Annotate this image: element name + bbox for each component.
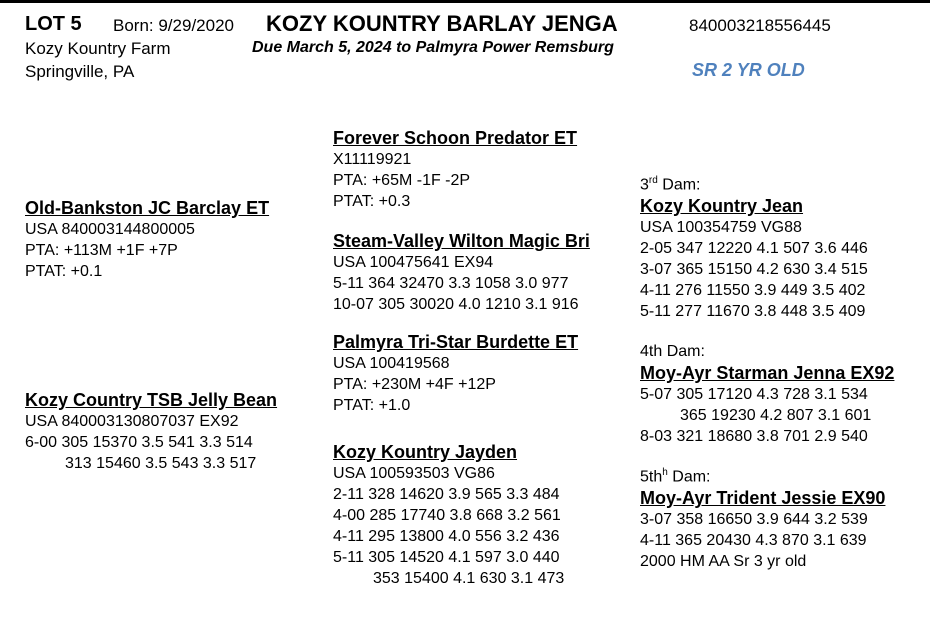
sire-sire-name: Forever Schoon Predator ET xyxy=(333,128,578,148)
fourth-dam-heading: 4th Dam: xyxy=(640,343,705,360)
dam-sire-id: USA 100419568 xyxy=(333,355,450,372)
third-dam-name: Kozy Kountry Jean xyxy=(640,196,804,217)
dam-dam-record: 2-11 328 14620 3.9 565 3.3 484 xyxy=(333,486,560,503)
dam-dam-block xyxy=(333,441,564,589)
fifth-dam-record: 4-11 365 20430 4.3 870 3.1 639 xyxy=(640,532,867,550)
registration-id: 840003218556445 xyxy=(689,16,831,35)
due-date: Due March 5, 2024 to Palmyra Power Remsburg xyxy=(252,39,614,56)
third-dam-record: 4-11 276 11550 3.9 449 3.5 402 xyxy=(640,282,866,300)
dam-dam-record: 5-11 305 14520 4.1 597 3.0 440 xyxy=(333,549,560,566)
class-label: SR 2 YR OLD xyxy=(692,60,805,80)
sire-ptat: PTAT: +0.1 xyxy=(25,263,103,280)
dam-record: 313 15460 3.5 543 3.3 517 xyxy=(65,455,257,472)
farm-location: Springville, PA xyxy=(25,62,135,81)
farm-name: Kozy Kountry Farm xyxy=(25,39,171,58)
dam-dam-record: 4-00 285 17740 3.8 668 3.2 561 xyxy=(333,507,561,524)
third-dam-record: 2-05 347 12220 4.1 507 3.6 446 xyxy=(640,240,868,258)
fifth-dam-record: 3-07 358 16650 3.9 644 3.2 539 xyxy=(640,511,868,529)
dam-id: USA 840003130807037 EX92 xyxy=(25,413,239,430)
fourth-dam-record: 8-03 321 18680 3.8 701 2.9 540 xyxy=(640,428,868,445)
fifth-dam-heading: $5th^h$ Dam: xyxy=(640,467,711,486)
third-dam-record: 3-07 365 15150 4.2 630 3.4 515 xyxy=(640,261,868,279)
fourth-dam-record: 5-07 305 17120 4.3 728 3.1 534 xyxy=(640,386,868,403)
dam-dam-record: 4-11 295 13800 4.0 556 3.2 436 xyxy=(333,528,560,545)
fourth-dam-name: Moy-Ayr Starman Jenna EX92 xyxy=(640,363,895,383)
fifth-dam-note: 2000 HM AA Sr 3 yr old xyxy=(640,553,807,571)
dam-sire-name: Palmyra Tri-Star Burdette ET xyxy=(333,332,579,352)
sire-sire-block xyxy=(333,127,577,212)
sire-dam-name: Steam-Valley Wilton Magic Bri xyxy=(333,231,590,251)
fifth-dam-block xyxy=(640,462,885,572)
sire-block xyxy=(25,197,269,282)
dam-name: Kozy Country TSB Jelly Bean xyxy=(25,390,278,410)
dam-dam-record: 353 15400 4.1 630 3.1 473 xyxy=(373,570,565,587)
third-dam-record: 5-11 277 11670 3.8 448 3.5 409 xyxy=(640,303,866,321)
dam-dam-id: USA 100593503 VG86 xyxy=(333,465,495,482)
dam-record: 6-00 305 15370 3.5 541 3.3 514 xyxy=(25,434,253,451)
fifth-dam-name: Moy-Ayr Trident Jessie EX90 xyxy=(640,488,886,509)
sire-name: Old-Bankston JC Barclay ET xyxy=(25,198,270,218)
third-dam-heading: 3rd Dam: xyxy=(640,175,701,194)
fourth-dam-block xyxy=(640,341,894,447)
animal-name: KOZY KOUNTRY BARLAY JENGA xyxy=(266,11,618,36)
sire-sire-id: X11119921 xyxy=(333,151,412,168)
sire-sire-pta: PTA: +65M -1F -2P xyxy=(333,172,471,189)
third-dam-block xyxy=(640,170,868,322)
top-rule xyxy=(0,0,930,3)
sire-dam-record: 10-07 305 30020 4.0 1210 3.1 916 xyxy=(333,296,579,313)
sire-id: USA 840003144800005 xyxy=(25,221,195,238)
sire-dam-record: 5-11 364 32470 3.3 1058 3.0 977 xyxy=(333,275,569,292)
fourth-dam-record: 365 19230 4.2 807 3.1 601 xyxy=(680,407,872,424)
dam-sire-ptat: PTAT: +1.0 xyxy=(333,397,411,414)
sire-pta: PTA: +113M +1F +7P xyxy=(25,242,178,259)
dam-block xyxy=(25,389,277,474)
sire-dam-id: USA 100475641 EX94 xyxy=(333,254,494,271)
third-dam-id: USA 100354759 VG88 xyxy=(640,219,802,237)
dam-sire-block xyxy=(333,331,578,416)
birth-date: Born: 9/29/2020 xyxy=(113,16,234,35)
sire-sire-ptat: PTAT: +0.3 xyxy=(333,193,411,210)
lot-number: LOT 5 xyxy=(25,13,82,35)
dam-sire-pta: PTA: +230M +4F +12P xyxy=(333,376,496,393)
dam-dam-name: Kozy Kountry Jayden xyxy=(333,442,518,462)
sire-dam-block xyxy=(333,230,590,315)
